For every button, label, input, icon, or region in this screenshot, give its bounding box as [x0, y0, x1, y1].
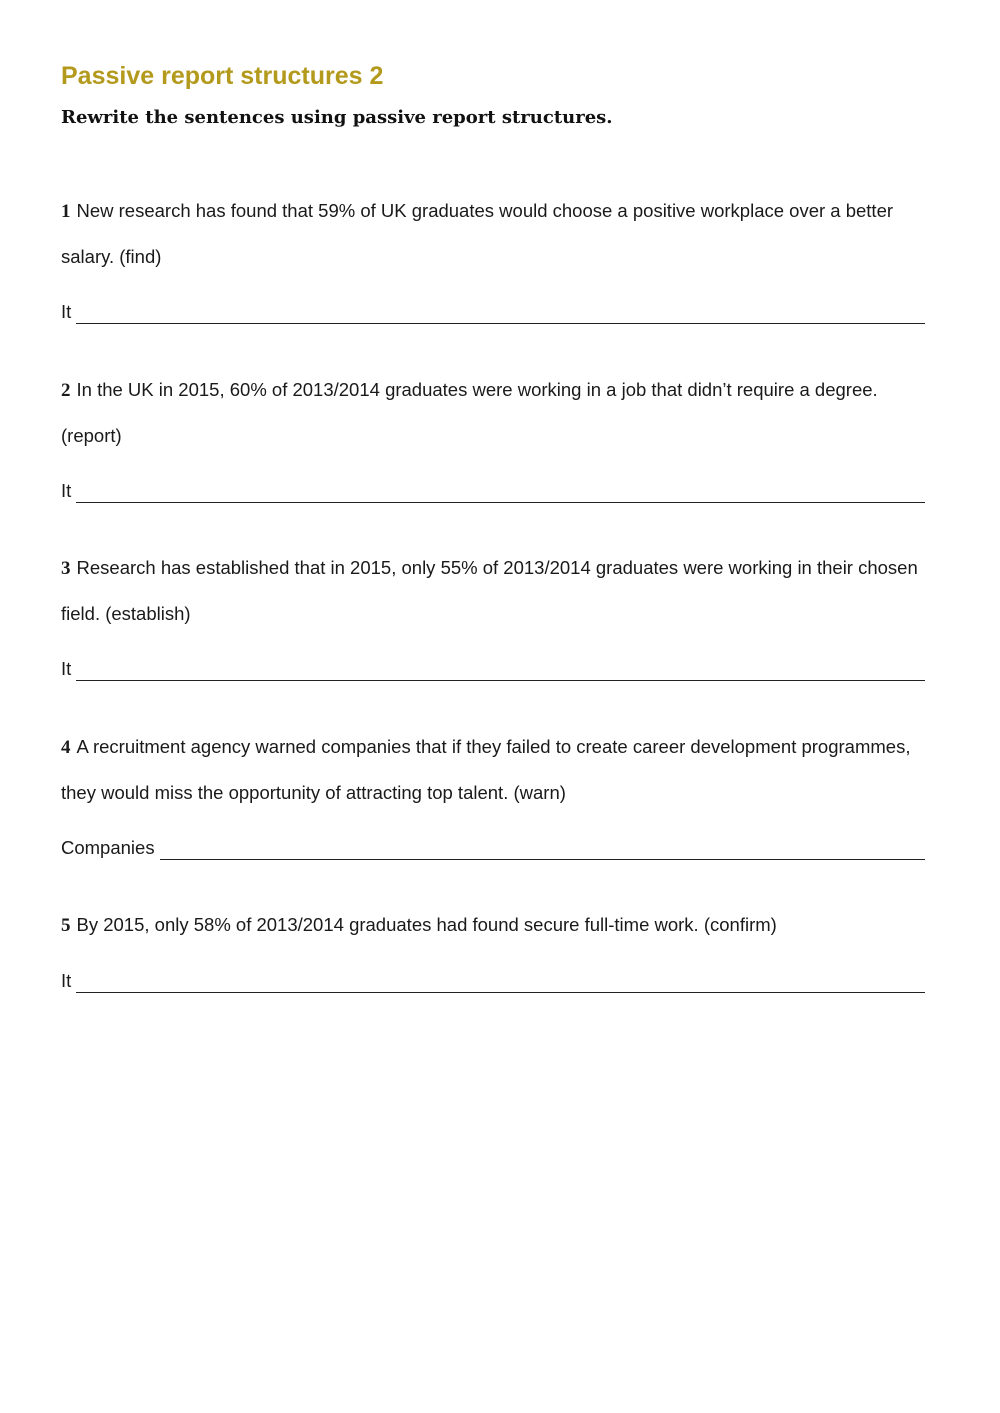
question-text [61, 545, 941, 636]
question-text [61, 367, 941, 458]
question-sentence: A recruitment agency warned companies that if they failed to create career development programmes, they would miss the opportunity of attracting top talent. (warn) [61, 736, 911, 803]
answer-input-4[interactable] [160, 837, 925, 860]
question-3 [61, 545, 941, 681]
page-title: Passive report structures 2 [61, 62, 384, 90]
question-sentence: By 2015, only 58% of 2013/2014 graduates had found secure full-time work. (confirm) [76, 914, 777, 935]
answer-prefix: It [61, 480, 72, 501]
question-number: 5 [61, 915, 71, 936]
question-4 [61, 724, 941, 860]
answer-prefix: It [61, 970, 72, 991]
question-text [61, 902, 941, 948]
answer-row [61, 948, 925, 993]
question-2 [61, 367, 941, 503]
answer-input-3[interactable] [76, 658, 925, 681]
answer-row [61, 636, 925, 681]
question-1 [61, 188, 941, 324]
question-number: 4 [61, 737, 71, 758]
instruction-text: Rewrite the sentences using passive report structures. [61, 107, 613, 128]
question-number: 3 [61, 558, 71, 579]
answer-prefix: It [61, 658, 72, 679]
answer-input-5[interactable] [76, 970, 925, 993]
answer-row [61, 279, 925, 324]
question-number: 1 [61, 201, 71, 222]
question-5 [61, 902, 941, 993]
question-text [61, 188, 941, 279]
answer-input-1[interactable] [76, 301, 925, 324]
answer-prefix: It [61, 301, 72, 322]
question-sentence: In the UK in 2015, 60% of 2013/2014 graduates were working in a job that didn’t require a degree. (report) [61, 379, 878, 446]
question-sentence: Research has established that in 2015, only 55% of 2013/2014 graduates were working in their chosen field. (establish) [61, 557, 918, 624]
question-number: 2 [61, 380, 71, 401]
question-sentence: New research has found that 59% of UK graduates would choose a positive workplace over a better salary. (find) [61, 200, 894, 267]
question-text [61, 724, 941, 815]
answer-row [61, 815, 925, 860]
answer-prefix: Companies [61, 837, 155, 858]
answer-row [61, 458, 925, 503]
answer-input-2[interactable] [76, 480, 925, 503]
